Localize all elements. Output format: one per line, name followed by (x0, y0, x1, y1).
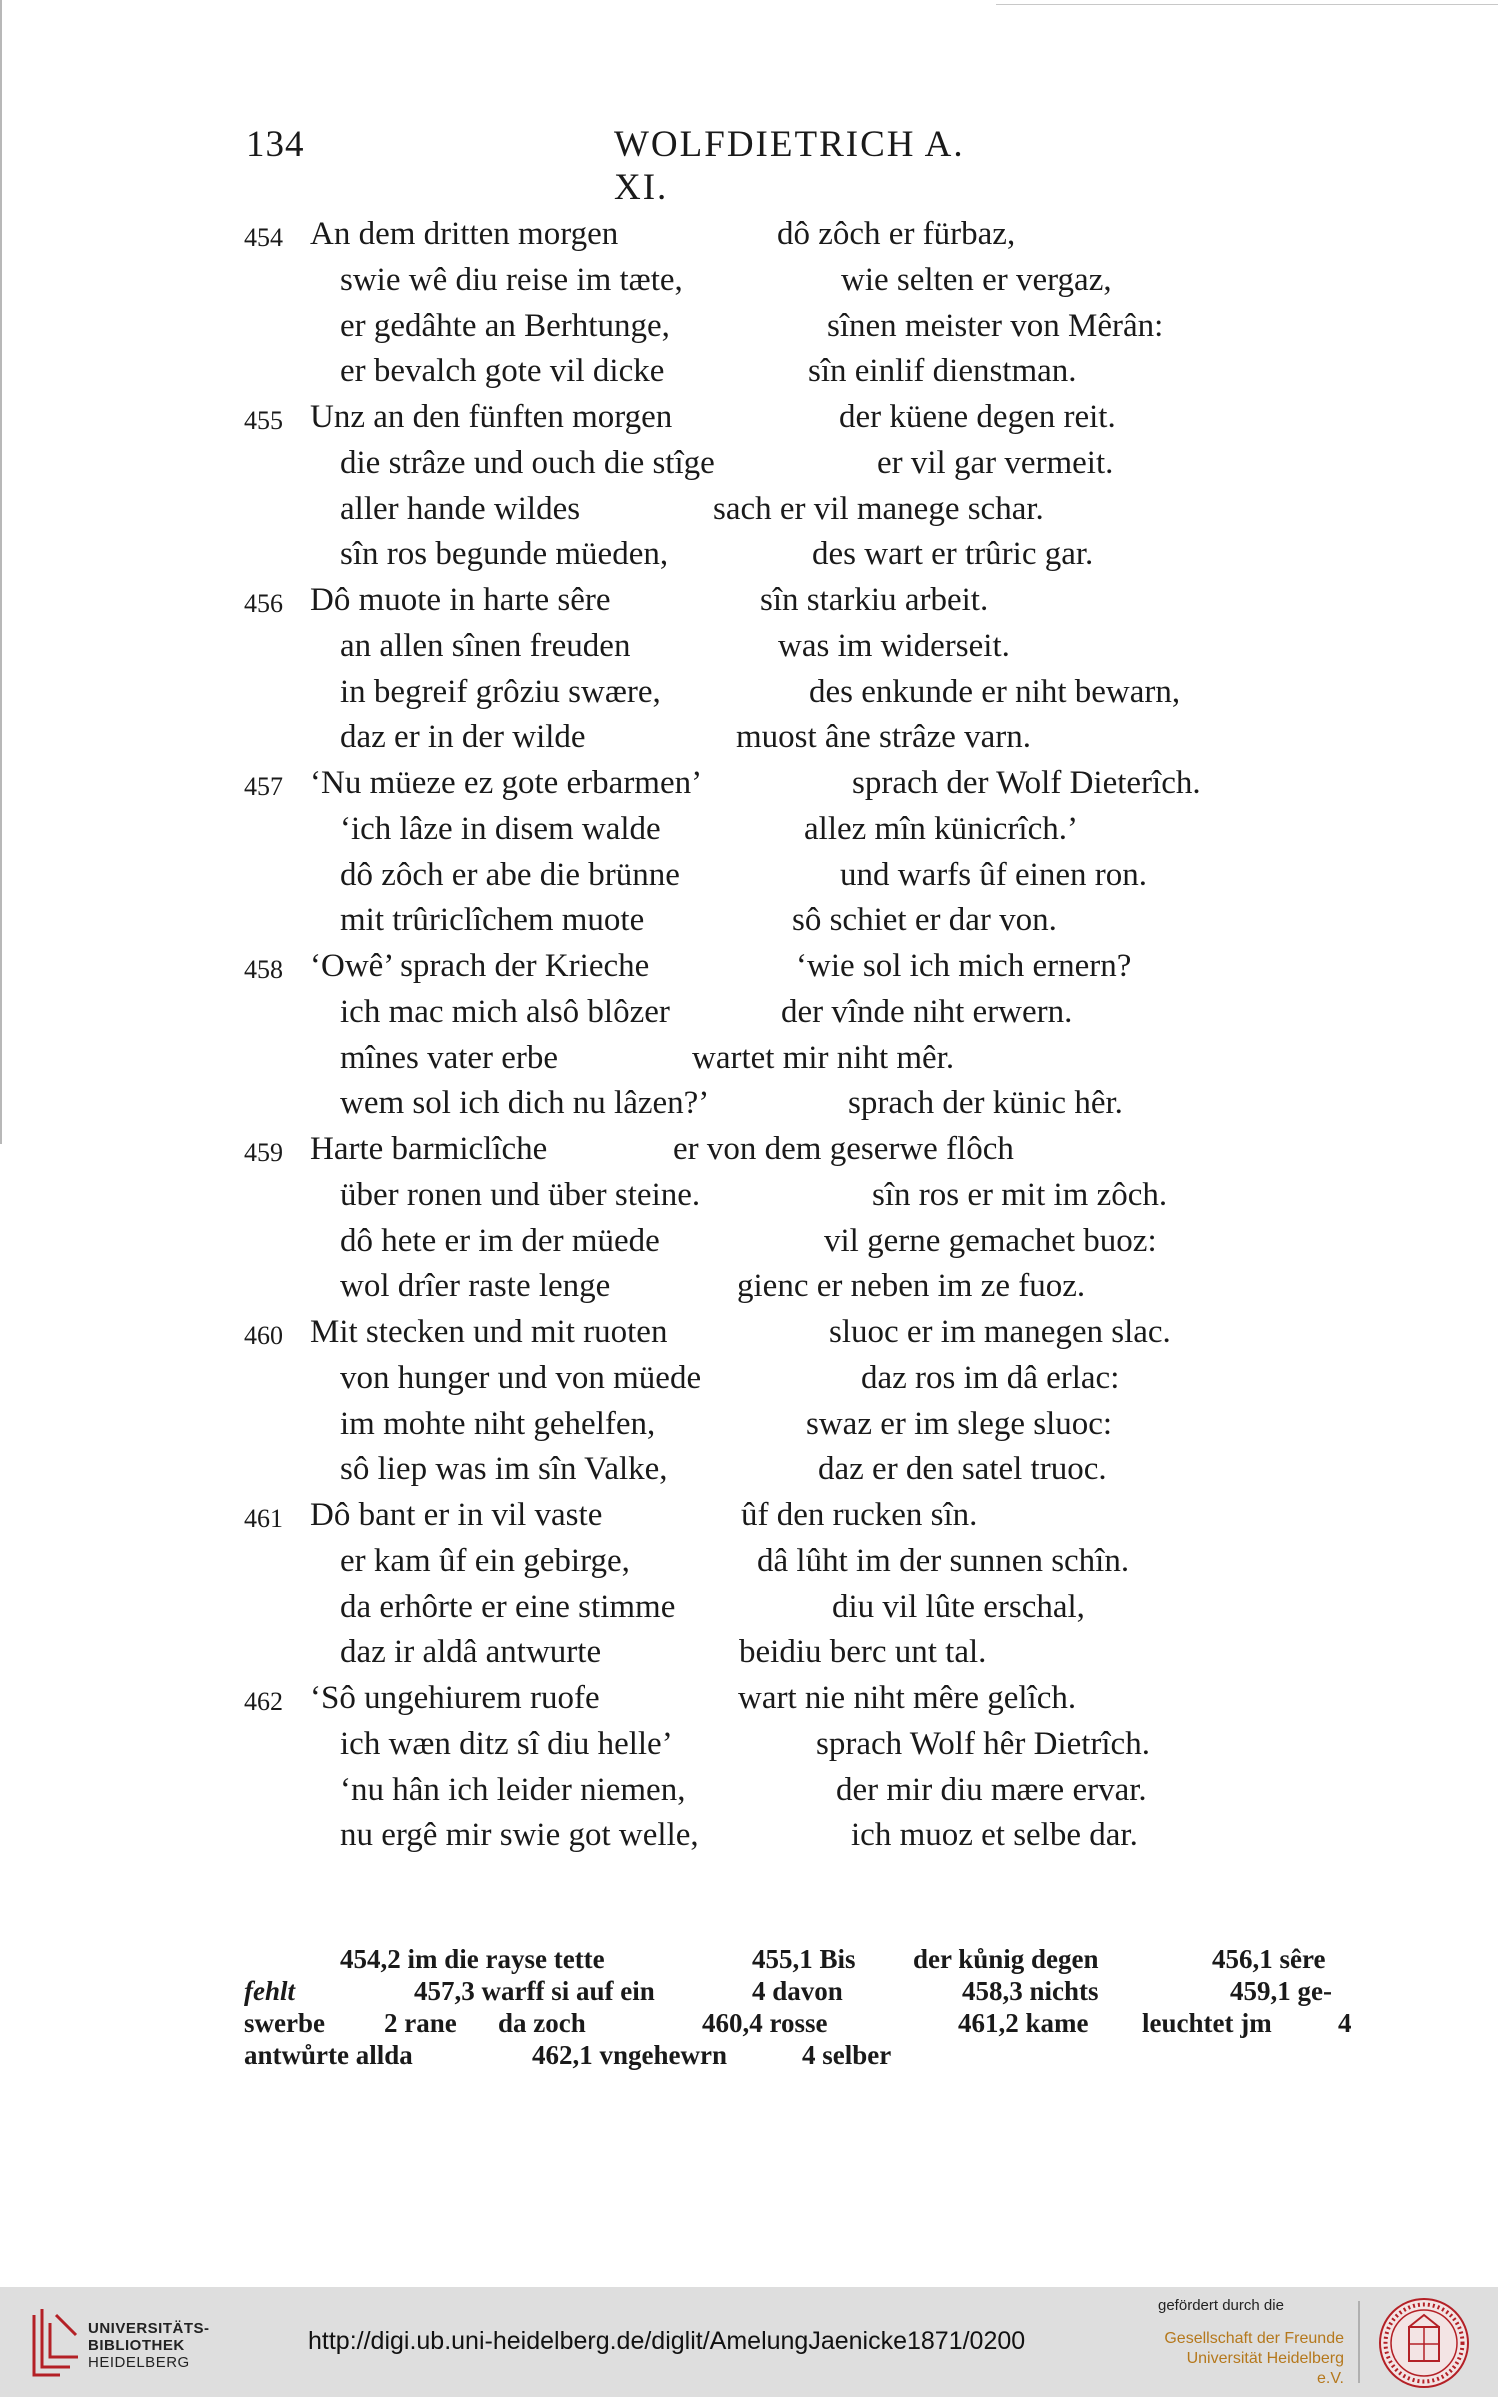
verse-first-half: ‘ich lâze in disem walde (340, 810, 661, 847)
verse-second-half: er von dem geserwe flôch (673, 1131, 1014, 1167)
verse-first-half: wem sol ich dich nu lâzen?’ (340, 1085, 710, 1122)
verse-second-half: diu vil lûte erschal, (832, 1588, 1085, 1625)
verse-first-half: über ronen und über steine. (340, 1176, 701, 1213)
apparatus-note: 4 (1338, 2008, 1352, 2038)
apparatus-note: 2 rane (384, 2008, 457, 2038)
verse-first-half: Mit stecken und mit ruoten (310, 1314, 668, 1350)
stanza-number: 462 (244, 1687, 283, 1716)
verse-first-half: die strâze und ouch die stîge (340, 444, 715, 481)
verse-first-half: er kam ûf ein gebirge, (340, 1542, 630, 1579)
verse-second-half: er vil gar vermeit. (877, 444, 1114, 481)
verse-first-half: Dô bant er in vil vaste (310, 1497, 603, 1533)
stanza-number: 456 (244, 589, 283, 618)
verse-line (244, 898, 1284, 944)
apparatus-note: 461,2 kame (958, 2008, 1089, 2038)
footer-bar (0, 2287, 1498, 2397)
verse-second-half: wartet mir niht mêr. (692, 1039, 955, 1076)
university-seal-icon (1378, 2297, 1470, 2389)
verse-first-half: ich mac mich alsô blôzer (340, 993, 670, 1030)
page-edge-top (996, 4, 1498, 5)
verse-first-half: daz ir aldâ antwurte (340, 1634, 602, 1671)
critical-apparatus (244, 1943, 1356, 2071)
library-logo-icon (30, 2305, 82, 2379)
verse-second-half: der mir diu mære ervar. (836, 1771, 1147, 1808)
apparatus-note: swerbe (244, 2008, 325, 2038)
verse-line (244, 990, 1284, 1036)
sponsor-name-line: Gesellschaft der Freunde (1164, 2330, 1344, 2347)
verse-line (244, 1768, 1284, 1814)
verse-line (244, 1173, 1284, 1219)
verse-line (244, 258, 1284, 304)
verse-line (244, 624, 1284, 670)
page-heading: WOLFDIETRICH A. XI. (614, 124, 965, 208)
verse-first-half: Unz an den fünften morgen (310, 399, 673, 435)
page-edge-left (0, 0, 2, 1144)
stanza-number: 461 (244, 1504, 283, 1533)
stanza-number: 460 (244, 1321, 283, 1350)
verse-first-half: ‘Sô ungehiurem ruofe (310, 1680, 600, 1716)
verse-first-half: von hunger und von müede (340, 1359, 702, 1396)
verse-second-half: allez mîn künicrîch.’ (804, 810, 1078, 847)
verse-first-half: mînes vater erbe (340, 1039, 559, 1076)
verse-line (244, 532, 1284, 578)
apparatus-note: antwůrte allda (244, 2040, 413, 2070)
verse-first-half: dô zôch er abe die brünne (340, 856, 680, 893)
verse-first-half: wol drîer raste lenge (340, 1268, 611, 1305)
verse-second-half: gienc er neben im ze fuoz. (737, 1268, 1086, 1305)
library-name-line: BIBLIOTHEK (88, 2337, 185, 2354)
poem-text (244, 212, 1284, 1859)
verse-first-half: Harte barmiclîche (310, 1131, 548, 1167)
verse-first-half: swie wê diu reise im tæte, (340, 261, 683, 298)
verse-second-half: sprach der Wolf Dieterîch. (852, 765, 1201, 801)
verse-second-half: sprach Wolf hêr Dietrîch. (816, 1725, 1150, 1762)
library-name (88, 2320, 210, 2371)
verse-line (244, 1219, 1284, 1265)
verse-second-half: sîn starkiu arbeit. (760, 582, 989, 618)
verse-line (244, 1127, 1284, 1173)
apparatus-note: fehlt (244, 1976, 295, 2006)
verse-second-half: sluoc er im manegen slac. (829, 1314, 1171, 1350)
verse-second-half: des wart er trûric gar. (812, 536, 1094, 573)
verse-first-half: in begreif grôziu swære, (340, 673, 661, 710)
verse-second-half: ich muoz et selbe dar. (851, 1817, 1138, 1854)
apparatus-row (244, 1943, 1356, 1975)
verse-line (244, 1036, 1284, 1082)
verse-line (244, 1585, 1284, 1631)
verse-line (244, 1493, 1284, 1539)
apparatus-note: 457,3 warff si auf ein (414, 1976, 655, 2006)
verse-line (244, 1081, 1284, 1127)
verse-second-half: daz er den satel truoc. (818, 1451, 1107, 1488)
verse-second-half: sînen meister von Mêrân: (827, 307, 1164, 344)
verse-second-half: ûf den rucken sîn. (741, 1497, 978, 1533)
apparatus-note: der kůnig degen (913, 1944, 1099, 1974)
apparatus-note: 4 selber (802, 2040, 892, 2070)
verse-line (244, 761, 1284, 807)
verse-first-half: An dem dritten morgen (310, 216, 619, 252)
apparatus-note: 460,4 rosse (702, 2008, 828, 2038)
apparatus-note: 455,1 Bis (752, 1944, 856, 1974)
apparatus-note: 458,3 nichts (962, 1976, 1099, 2006)
verse-line (244, 1356, 1284, 1402)
verse-line (244, 304, 1284, 350)
stanza-number: 459 (244, 1138, 283, 1167)
footer-divider (1358, 2301, 1360, 2383)
sponsor-name (1158, 2329, 1344, 2389)
verse-second-half: muost âne strâze varn. (736, 719, 1032, 756)
running-head (246, 123, 1002, 208)
sponsor-label: gefördert durch die (1158, 2297, 1284, 2314)
sponsor-name-line: Universität Heidelberg e.V. (1186, 2350, 1344, 2387)
verse-first-half: sîn ros begunde müeden, (340, 536, 669, 573)
stanza-number: 457 (244, 772, 283, 801)
verse-second-half: sîn einlif dienstman. (808, 353, 1077, 390)
verse-line (244, 487, 1284, 533)
verse-second-half: ‘wie sol ich mich ernern? (796, 948, 1132, 984)
verse-first-half: daz er in der wilde (340, 719, 586, 756)
verse-line (244, 1402, 1284, 1448)
verse-second-half: des enkunde er niht bewarn, (809, 673, 1181, 710)
verse-first-half: ich wæn ditz sî diu helle’ (340, 1725, 673, 1762)
verse-second-half: der küene degen reit. (839, 399, 1116, 435)
verse-second-half: und warfs ûf einen ron. (840, 856, 1147, 893)
verse-line (244, 944, 1284, 990)
verse-first-half: ‘nu hân ich leider niemen, (340, 1771, 686, 1808)
apparatus-note: 4 davon (752, 1976, 843, 2006)
library-name-line: HEIDELBERG (88, 2354, 190, 2371)
verse-line (244, 1264, 1284, 1310)
stanza-number: 454 (244, 223, 283, 252)
apparatus-row (244, 2039, 1356, 2071)
verse-second-half: dâ lûht im der sunnen schîn. (757, 1542, 1130, 1579)
apparatus-note: 456,1 sêre (1212, 1944, 1326, 1974)
verse-first-half: aller hande wildes (340, 490, 581, 527)
verse-line (244, 1310, 1284, 1356)
verse-line (244, 1676, 1284, 1722)
verse-second-half: daz ros im dâ erlac: (861, 1359, 1120, 1396)
stanza-number: 455 (244, 406, 283, 435)
verse-line (244, 1539, 1284, 1585)
verse-line (244, 212, 1284, 258)
verse-line (244, 807, 1284, 853)
verse-line (244, 670, 1284, 716)
verse-first-half: an allen sînen freuden (340, 627, 631, 664)
verse-second-half: was im widerseit. (778, 627, 1010, 664)
verse-first-half: da erhôrte er eine stimme (340, 1588, 676, 1625)
verse-second-half: der vînde niht erwern. (781, 993, 1073, 1030)
apparatus-note: 462,1 vngehewrn (532, 2040, 727, 2070)
verse-second-half: sach er vil manege schar. (713, 490, 1044, 527)
verse-second-half: wie selten er vergaz, (841, 261, 1112, 298)
verse-first-half: ‘Nu müeze ez gote erbarmen’ (310, 765, 703, 801)
apparatus-note: leuchtet jm (1142, 2008, 1272, 2038)
apparatus-row (244, 1975, 1356, 2007)
source-url-link[interactable]: http://digi.ub.uni-heidelberg.de/diglit/AmelungJaenicke1871/0200 (308, 2327, 1026, 2355)
verse-first-half: im mohte niht gehelfen, (340, 1405, 656, 1442)
library-name-line: UNIVERSITÄTS- (88, 2320, 210, 2337)
verse-second-half: dô zôch er fürbaz, (777, 216, 1016, 252)
verse-first-half: sô liep was im sîn Valke, (340, 1451, 668, 1488)
verse-first-half: ‘Owê’ sprach der Krieche (310, 948, 650, 984)
apparatus-note: 459,1 ge- (1230, 1976, 1332, 2006)
verse-line (244, 578, 1284, 624)
verse-second-half: sîn ros er mit im zôch. (872, 1176, 1168, 1213)
verse-first-half: er bevalch gote vil dicke (340, 353, 665, 390)
verse-first-half: er gedâhte an Berhtunge, (340, 307, 670, 344)
verse-line (244, 715, 1284, 761)
apparatus-note: 454,2 im die rayse tette (340, 1944, 605, 1974)
verse-line (244, 1722, 1284, 1768)
verse-line (244, 853, 1284, 899)
page-number: 134 (246, 124, 305, 165)
stanza-number: 458 (244, 955, 283, 984)
verse-second-half: swaz er im slege sluoc: (806, 1405, 1113, 1442)
verse-second-half: sprach der künic hêr. (848, 1085, 1123, 1122)
verse-second-half: beidiu berc unt tal. (739, 1634, 987, 1671)
verse-line (244, 441, 1284, 487)
verse-line (244, 395, 1284, 441)
verse-first-half: nu ergê mir swie got welle, (340, 1817, 699, 1854)
verse-second-half: wart nie niht mêre gelîch. (738, 1680, 1077, 1716)
verse-first-half: mit trûriclîchem muote (340, 902, 645, 939)
verse-line (244, 1813, 1284, 1859)
verse-line (244, 349, 1284, 395)
verse-line (244, 1447, 1284, 1493)
verse-first-half: Dô muote in harte sêre (310, 582, 611, 618)
verse-first-half: dô hete er im der müede (340, 1222, 660, 1259)
apparatus-note: da zoch (498, 2008, 586, 2038)
apparatus-row (244, 2007, 1356, 2039)
verse-second-half: sô schiet er dar von. (792, 902, 1057, 939)
verse-line (244, 1630, 1284, 1676)
verse-second-half: vil gerne gemachet buoz: (824, 1222, 1157, 1259)
